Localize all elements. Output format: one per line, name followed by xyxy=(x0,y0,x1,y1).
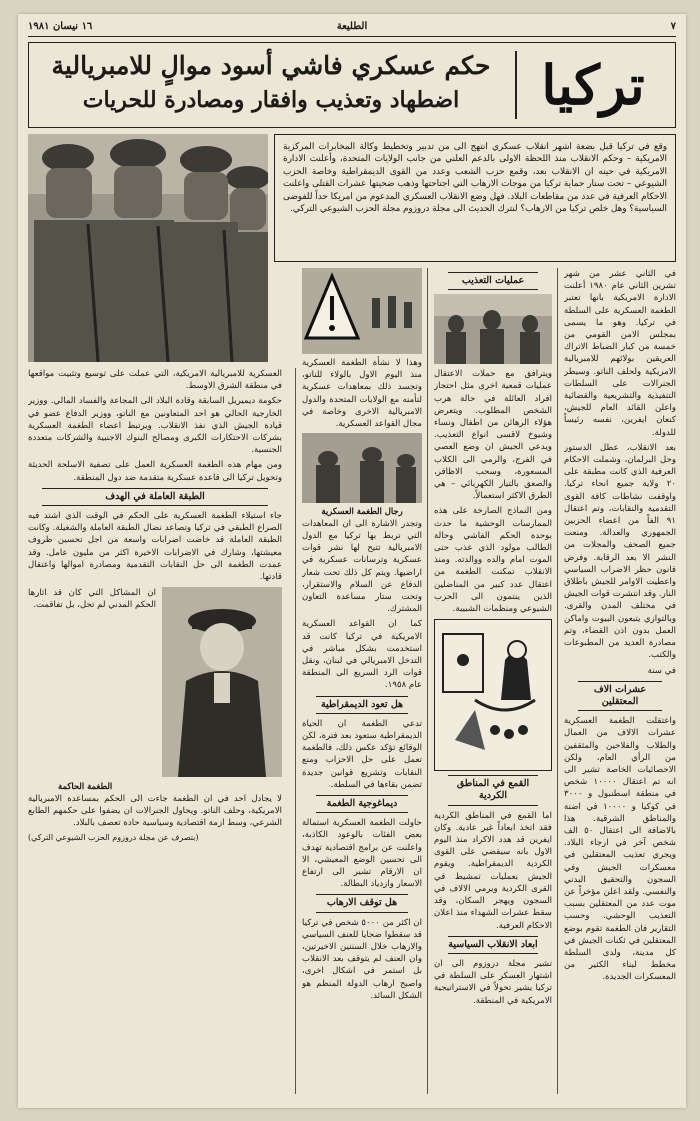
street-illustration xyxy=(434,294,552,364)
newspaper-page xyxy=(18,14,686,1108)
col4-paragraph-4: ان المشاكل التي كان قد اثارها الحكم المدني لم تحل، بل تفاقمت. xyxy=(28,588,156,611)
soldiers-photo xyxy=(28,134,268,362)
col2-section-heading-2: القمع في المناطق الكردية xyxy=(448,775,538,805)
column-3 xyxy=(302,268,422,1094)
page-number: ٧ xyxy=(670,21,676,32)
general-photo xyxy=(162,587,282,777)
col3-section-heading-1: هل تعود الديمقراطية xyxy=(316,696,408,714)
general-photo-block xyxy=(28,587,282,777)
col2-section-heading-1: عمليات التعذيب xyxy=(448,272,538,290)
col1-section-heading: عشرات الاف المعتقلين xyxy=(578,681,662,711)
street-photo xyxy=(434,294,552,364)
col3-section-heading-3: هل توقف الارهاب xyxy=(316,894,408,912)
col3-paragraph-3: تدعي الطغمة ان الحياة الديمقراطية ستعود بعد فترة، لكن الوقائع تؤكد عكس ذلك، فالطغمة تعمل على حل الاحزاب ومنع النقابات وتشريع قوانين جديدة تضمن بقاءها في السلطة. xyxy=(302,718,422,790)
source-credit: (بتصرف عن مجلة دروزوم الحزب الشيوعي التركي) xyxy=(28,833,199,843)
article-masthead xyxy=(28,42,676,128)
headline-line-2: اضطهاد وتعذيب وافقار ومصادرة للحريات xyxy=(82,87,460,113)
publication-name: الطليعة xyxy=(336,21,368,32)
col2-section-heading-3: ابعاد الانقلاب السياسية xyxy=(448,936,538,954)
article-headline xyxy=(39,49,503,117)
warning-photo xyxy=(302,268,422,354)
cartoon xyxy=(434,619,552,771)
column-2 xyxy=(434,268,552,1094)
col4-paragraph-0: العسكرية للامبريالية الامريكية، التي عملت على توسيع وتثبيت مواقعها في منطقة الشرق الاوسط. xyxy=(28,369,282,392)
col4-paragraph-1: حكومة ديميريل السابقة وقادة البلاد الى المجاعة والفساد المالي. ووزير الخارجية الحالي هو احد المتعاونين مع الناتو، ووزير الدفاع عضو في قيادة الجيش الذي نفذ الانقلاب. ويرتبط اعضاء الطغمة العسكرية بشركات الاحتكارات الكبرى ومصالح البنوك الاجنبية والشركات متعددة الجنسية. xyxy=(28,396,282,456)
col2-paragraph-3: اما القمع في المناطق الكردية فقد اتخذ ابعاداً غير عادية. وكان ايفرين قد هدد الاكراد منذ اليوم الاول بانه سيقضي على القوى الكردية الديمقراطية. ويقوم الجيش بعمليات تمشيط في القرى الكردية ويرمي الالاف في السجون ويهجر السكان، وقد سقط عشرات الشهداء منذ اعلان الاحكام العرفية. xyxy=(434,810,552,931)
col4-paragraph-5: لا يجادل احد في ان الطغمة جاءت الى الحكم بمساعدة الامبريالية الامريكية، وحلف الناتو. ويحاول الجنرالات ان يضفوا على حكمهم الطابع الشرعي، وسط ازمة اقتصادية وسياسية حادة تعصف بالبلاد. xyxy=(28,793,282,829)
page-header xyxy=(28,20,676,37)
column-1 xyxy=(564,268,676,1094)
intro-text: وقع في تركيا قبل بضعة اشهر انقلاب عسكري انتهج الى من تدبير وتخطيط وكالة المخابرات المركزية الامريكية – وحكم الانقلاب منذ اللحظة الاولى بالدعم العلني من جانب الولايات المتحدة، وأعلنت الادارة الامريكية في حينه ان الانقلاب بعد، وقمع حزب الشعب وعدد من القوى الديمقراطية وخاصة الحزب الشيوعي – تحت ستار حماية تركيا من موجات الارهاب التي اجتاحتها وذهب ضحيتها عشرات القتلى واعلنت الاحكام العرفية في عدد من مقاطعات البلاد. فهل وضع الانقلاب العسكري المدعوم من امريكا حداً للفوضى السياسية؟ وهل خلص تركيا من الارهاب؟ لنترك الحديث الى مجلة دروزوم مجلة الحزب الشيوعي التركي. xyxy=(283,142,668,215)
intro-box xyxy=(274,134,676,262)
cartoon-illustration xyxy=(435,620,551,770)
col2-paragraph-2: ومن النماذج الصارخة على هذه الممارسات الوحشية ما حدث بوحدة الحكم الفاشي وحالة الطالب مولود الذي عذب حتى الموت امام والده ووالدته. ومنذ الانقلاب تمكنت الطغمة من اعتقال عدد كبير من المناضلين الذين ينتمون الى الحزب الشيوعي ومنظمات الشبيبة. xyxy=(434,506,552,615)
col3-paragraph-0: وهذا لا نشأة الطغمة العسكرية منذ اليوم الاول بالولاء للناتو، وتجسد ذلك بمعاهدات عسكرية لتأمنه مع الولايات المتحدة والدول الامبريالية الاخرى وخاصة في مجال القواعد العسكرية. xyxy=(302,358,422,430)
col3-paragraph-1: وتجدر الاشارة الى ان المعاهدات التي تربط بها تركيا مع الدول الامبريالية تتيح لها نشر قوات عسكرية وترسانات عسكرية في اراضيها. ويتم كل ذلك تحت شعار الدفاع عن السلام والاستقرار، وتحت ستار مساعدة التعاون المشترك. xyxy=(302,518,422,615)
col4-section-heading-1: الطبقة العاملة في الهدف xyxy=(42,488,268,506)
headline-line-1: حكم عسكري فاشي أسود موالٍ للامبريالية xyxy=(51,51,491,80)
masthead-divider xyxy=(515,51,517,119)
country-title: تركيا xyxy=(541,53,645,117)
column-rule xyxy=(557,268,558,1094)
troops-illustration xyxy=(302,433,422,503)
col3-paragraph-2: كما ان القواعد العسكرية الامريكية في تركيا كانت قد استخدمت بشكل مباشر في التدخل الامبريالي في لبنان، ونقل قوات الرد السريع الى المنطقة عام ١٩٥٨. xyxy=(302,619,422,691)
general-caption: الطغمة الحاكمة xyxy=(58,781,113,792)
column-rule xyxy=(295,368,296,1094)
issue-date: ١٦ نيسان ١٩٨١ xyxy=(28,21,93,32)
column-4 xyxy=(28,368,282,1094)
col3-paragraph-5: ان اكثر من ٥٠٠٠ شخص في تركيا قد سقطوا ضحايا للعنف السياسي والارهاب خلال السنتين الاخيرتين، وان العنف لم يتوقف بعد الانقلاب بل استمر في اشكال اخرى، واصبح ارهاب الدولة المنظم هو الشكل السائد. xyxy=(302,917,422,1001)
general-illustration xyxy=(162,587,282,777)
troops-caption: رجال الطغمة العسكرية xyxy=(321,506,403,517)
column-rule xyxy=(427,268,428,1094)
col1-paragraph-2: بعد الانقلاب، عطل الدستور وحل البرلمان، وشملت الاحكام العرفية الذي كانت مطبقة على ٢٠ ولاية جميع انحاء تركيا. واوقفت نشاطات كافة القوى التقدمية والنقابات، وتم اعتقال ٩١ الفاً من اعضاء الحزبين الجمهوري والعدالة. ومنعت جميع الصحف والمجلات من النشر الا بعد الرقابة. وفرض قانون حظر الاضراب السياسي واعطيت الاوامر للجيش باطلاق النار. وقد انتشرت قوات الجيش في مختلف المدن والقرى. وبالتوازي يتبعون البيوت واماكن العمل بدون اذن القضاء، وتم مصادرة العديد من المطبوعات والكتب. xyxy=(564,442,676,661)
soldiers-illustration xyxy=(28,134,268,362)
col1-paragraph-4: واعتقلت الطغمة العسكرية عشرات الالاف من العمال والطلاب والفلاحين والمثقفين من الرأي العام، ولكن الاحصائيات الخاصة تشير الى انه تم اعتقال ١٠٠٠٠ شخص في منطقة اسطنبول و ٣٠٠٠ في كوكيا و ١٠٠٠٠ في اضنة والمناطق الشرقية. هذا بالاضافة الى اعتقال ٥٠ الف شخص آخر في ارجاء البلاد. ويجري تعذيب المعتقلين في معسكرات الجيش وفي السجون والتحقيق البدني والنفسي. ولقد اعلن مؤخراً عن موت عدد من المعتقلين بسبب التعذيب الوحشي. وحسب التقارير فان الطغمة تقوم بوضع المعتقلين في ثكنات الجيش في كل مدينة، ولدى السلطة مخطط لبناء الكثير من المعسكرات الجديدة. xyxy=(564,716,676,983)
col1-paragraph-1: في الثاني عشر من شهر تشرين الثاني عام ١٩٨٠ أعلنت الادارة الامريكية بانها تعتبر الطغمة العسكرية على السلطة في تركيا. وهو ما يسمى بمجلس الامن القومي من خمسة من كبار الضباط الاتراك العريقين بولائهم للامبريالية الامريكية ولحلف الناتو. وسيطر الجنرالات على السلطات التنفيذية والتشريعية والقضائية واعلن القائد العام للجيش، كنعان ايفرين، نفسه رئيساً للدولة. xyxy=(564,269,676,438)
col2-paragraph-1: ويترافق مع حملات الاعتقال عمليات قمعية اخرى مثل احتجاز افراد العائلة في حالة هرب الشخص المطلوب. ويتعرض هؤلاء الرهائن من اطفال ونساء وشيوخ لاقسى انواع التعذيب. ويدعي الجيش ان وضع العصي في الفرج، والرمي الى الكلاب المسعورة، وسحب الاظافر، والصعق بالتيار الكهربائي – هي الطرق الاكثر استعمالاً. xyxy=(434,369,552,502)
warning-illustration xyxy=(302,268,422,354)
troops-photo xyxy=(302,433,422,503)
col4-paragraph-3: جاء استيلاء الطغمة العسكرية على الحكم في الوقت الذي اشتد فيه الصراع الطبقي في تركيا وتصاعد نضال الطبقة العاملة والشغيلة. وكانت الطبقة العاملة قد خاضت اضرابات واسعة من اجل تحسين ظروف معيشتها، وشارك في الاضرابات الاخيرة اكثر من مليون عامل. وقد عمدت الطغمة الى حل النقابات التقدمية ومصادرة اموالها واعتقال قادتها. xyxy=(28,511,282,583)
col4-paragraph-2: ومن مهام هذه الطغمة العسكرية العمل على تصفية الاسلحة الحديثة وتحويل تركيا الى قاعدة عسكرية متقدمة ضد دول المنطقة. xyxy=(28,460,282,483)
col1-paragraph-3: في سنة xyxy=(647,665,676,676)
col3-section-heading-2: ديماغوجية الطغمة xyxy=(316,795,408,813)
col3-paragraph-4: حاولت الطغمة العسكرية استمالة بعض الفئات بالوعود الكاذبة، واعلنت عن برامج اقتصادية تهدف الى تحسين الوضع المعيشي، الا ان الارقام تشير الى ارتفاع الاسعار وازدياد البطالة. xyxy=(302,818,422,890)
col2-paragraph-4: تشير مجلة دروزوم الى ان اشتهار العسكر على السلطة في تركيا يشير تحولاً في الاستراتيجية الامريكية في المنطقة. xyxy=(434,958,552,1006)
